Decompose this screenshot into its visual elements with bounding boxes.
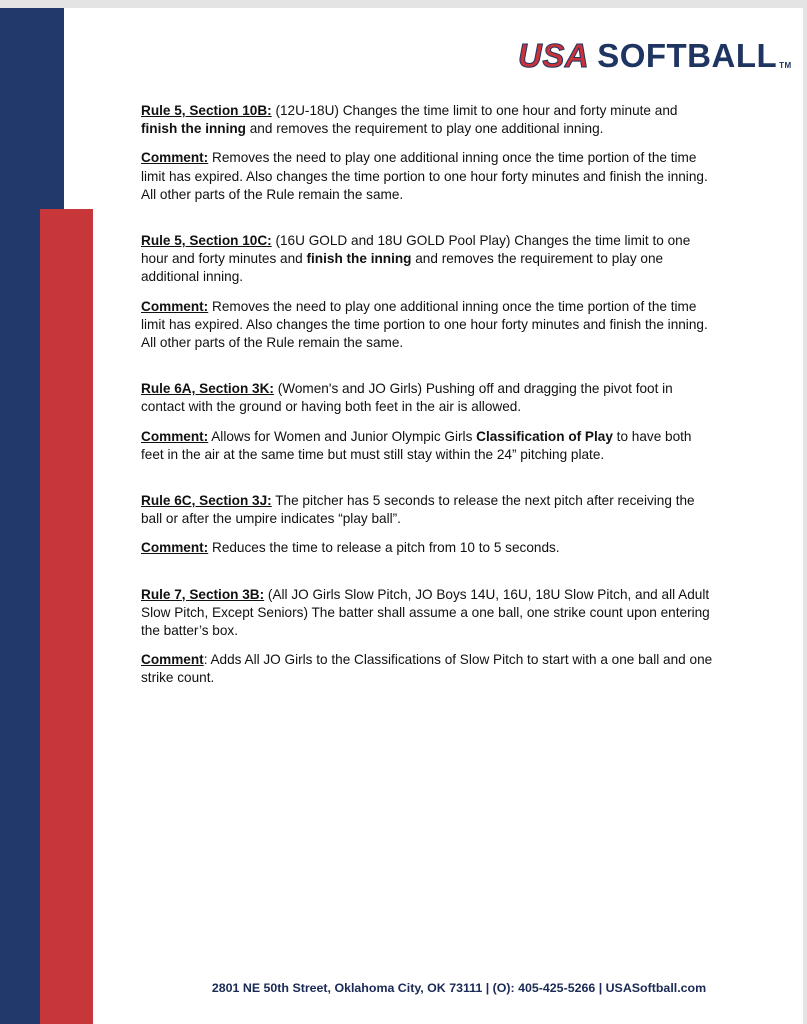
comment-label: Comment: bbox=[141, 150, 209, 166]
logo-softball-text: SOFTBALL bbox=[597, 37, 778, 74]
rule-block bbox=[141, 232, 713, 352]
comment-label: Comment: bbox=[141, 298, 209, 314]
comment-text-bold: Classification of Play bbox=[476, 428, 613, 444]
rule-label: Rule 6C, Section 3J: bbox=[141, 493, 272, 509]
red-side-stripe bbox=[40, 209, 93, 1024]
rule-block bbox=[141, 586, 713, 688]
rule-text bbox=[141, 102, 713, 138]
comment-text-part: Allows for Women and Junior Olympic Girls bbox=[208, 428, 477, 444]
rule-text-bold: finish the inning bbox=[306, 251, 412, 267]
rule-comment bbox=[141, 539, 713, 557]
rule-block bbox=[141, 102, 713, 204]
rule-text-part: (Women's and JO Girls) Pushing off and dragging the pivot foot in contact with the ground or having both feet in the air is allowed. bbox=[141, 381, 673, 415]
rule-text-part: (12U-18U) Changes the time limit to one hour and forty minute and bbox=[271, 103, 678, 118]
comment-label: Comment: bbox=[141, 540, 209, 556]
rule-comment bbox=[141, 149, 713, 204]
rule-text bbox=[141, 586, 713, 641]
rule-text bbox=[141, 232, 713, 287]
rule-label: Rule 5, Section 10B: bbox=[141, 103, 272, 118]
rule-text-part: and removes the requirement to play one additional inning. bbox=[245, 121, 604, 137]
comment-text-part: Removes the need to play one additional inning once the time portion of the time limit has expired. Also changes the time portion to one hour forty minutes and finish the inning. All other parts of the Rule remain the same. bbox=[141, 298, 708, 351]
rule-text-part: The pitcher has 5 seconds to release the next pitch after receiving the ball or after the umpire indicates “play ball”. bbox=[141, 493, 695, 527]
rule-comment bbox=[141, 651, 713, 687]
comment-label: Comment: bbox=[141, 428, 209, 444]
comment-text-part: Removes the need to play one additional inning once the time portion of the time limit has expired. Also changes the time portion to one hour forty minutes and finish the inning. All other parts of the Rule remain the same. bbox=[141, 150, 708, 202]
logo-trademark: TM bbox=[779, 61, 792, 70]
rule-block bbox=[141, 492, 713, 558]
comment-label: Comment bbox=[141, 652, 204, 668]
usa-softball-logo bbox=[518, 32, 792, 72]
rules-content bbox=[141, 102, 713, 716]
rule-block bbox=[141, 380, 713, 464]
rule-text-bold: finish the inning bbox=[141, 121, 246, 137]
rule-text bbox=[141, 492, 713, 528]
rule-label: Rule 6A, Section 3K: bbox=[141, 381, 274, 397]
comment-text-part: : Adds All JO Girls to the Classifications of Slow Pitch to start with a one ball and one strike count. bbox=[141, 652, 713, 686]
rule-label: Rule 5, Section 10C: bbox=[141, 233, 272, 249]
rule-comment bbox=[141, 428, 713, 464]
rule-text-part: and removes the requirement to play one additional inning. bbox=[141, 251, 664, 285]
comment-text-part: to have both feet in the air at the same time but must still stay within the 24” pitching plate. bbox=[141, 428, 692, 462]
footer-address: 2801 NE 50th Street, Oklahoma City, OK 73111 | (O): 405-425-5266 | USASoftball.com bbox=[211, 981, 707, 995]
rule-text-part: (16U GOLD and 18U GOLD Pool Play) Changes the time limit to one hour and forty minutes and bbox=[141, 233, 691, 267]
logo-usa-text: USA bbox=[518, 37, 590, 74]
rule-comment bbox=[141, 298, 713, 353]
rule-label: Rule 7, Section 3B: bbox=[141, 586, 265, 602]
rule-text bbox=[141, 380, 713, 416]
document-page bbox=[0, 8, 803, 1024]
rule-text-part: (All JO Girls Slow Pitch, JO Boys 14U, 16U, 18U Slow Pitch, and all Adult Slow Pitch, Except Seniors) The batter shall assume a one ball, one strike count upon entering the batter’s box. bbox=[141, 586, 710, 639]
comment-text-part: Reduces the time to release a pitch from 10 to 5 seconds. bbox=[208, 540, 560, 556]
